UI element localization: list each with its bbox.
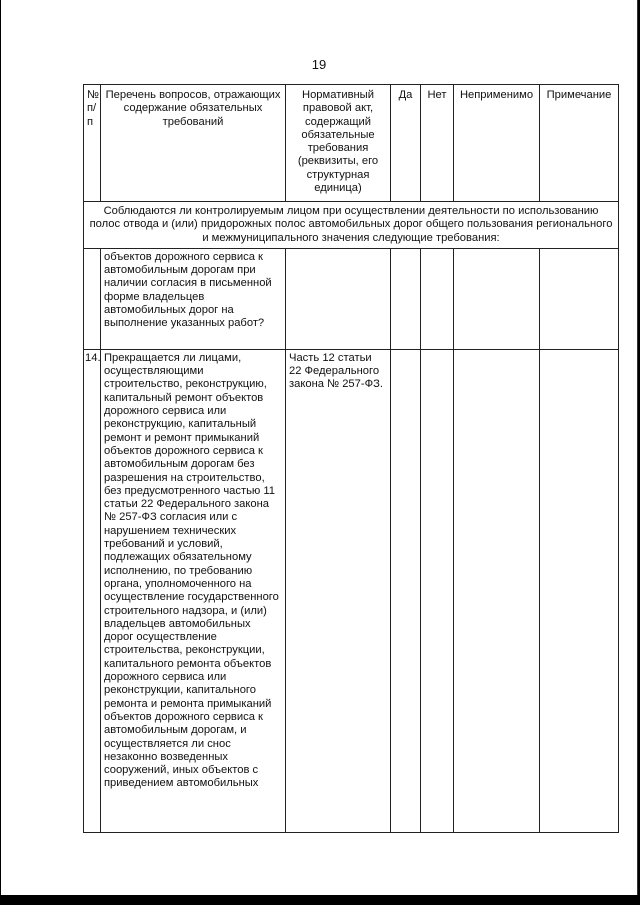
- row-question: Прекращается ли лицами, осуществляющими строительство, реконструкцию, капитальный ремонт объектов дорожного сервиса или реконструкцию, капитальный ремонт и ремонт примыканий объектов дорожного сервиса к автомобильным дорогам без разрешения на строительство, без предусмотренного частью 11 статьи 22 Федерального закона № 257-ФЗ согласия или с нарушением технических требований и условий, подлежащих обязательному исполнению, по требованию органа, уполномоченного на осуществление государственного строительного надзора, и (или) владельцев автомобильных дорог осуществление строительства, реконструкции, капитального ремонта объектов дорожного сервиса или реконструкции, капитального ремонта и ремонта примыканий объектов дорожного сервиса к автомобильным дорогам, и осуществляется ли снос незаконно возведенных сооружений, иных объектов с приведением автомобильных: [101, 349, 286, 832]
- row-no-cell: [421, 248, 454, 349]
- row-num: [84, 248, 101, 349]
- header-yes: Да: [391, 85, 421, 202]
- header-num: № п/п: [84, 85, 101, 202]
- row-yes-cell: [391, 248, 421, 349]
- document-page: [1, 0, 638, 895]
- header-na: Неприменимо: [454, 85, 540, 202]
- table-header-row: [84, 85, 619, 202]
- header-note: Примечание: [540, 85, 619, 202]
- header-questions: Перечень вопросов, отражающих содержание обязательных требований: [101, 85, 286, 202]
- header-act: Нормативный правовой акт, содержащий обязательные требования (реквизиты, его структурная единица): [286, 85, 391, 202]
- row-note-cell: [540, 349, 619, 832]
- section-row: [84, 202, 619, 249]
- row-num: 14.: [84, 349, 101, 832]
- table-row: [84, 248, 619, 349]
- requirements-table: [83, 84, 619, 833]
- page-number: 19: [311, 57, 327, 72]
- row-na-cell: [454, 248, 540, 349]
- row-no-cell: [421, 349, 454, 832]
- table-row: [84, 349, 619, 832]
- row-note-cell: [540, 248, 619, 349]
- row-question: объектов дорожного сервиса к автомобильным дорогам при наличии согласия в письменной форме владельцев автомобильных дорог на выполнение указанных работ?: [101, 248, 286, 349]
- header-no: Нет: [421, 85, 454, 202]
- row-act: Часть 12 статьи 22 Федерального закона № 257-ФЗ.: [286, 349, 391, 832]
- row-act: [286, 248, 391, 349]
- row-yes-cell: [391, 349, 421, 832]
- section-title: Соблюдаются ли контролируемым лицом при осуществлении деятельности по использованию полос отвода и (или) придорожных полос автомобильных дорог общего пользования регионального и межмуниципального значения следующие требования:: [84, 202, 619, 249]
- row-na-cell: [454, 349, 540, 832]
